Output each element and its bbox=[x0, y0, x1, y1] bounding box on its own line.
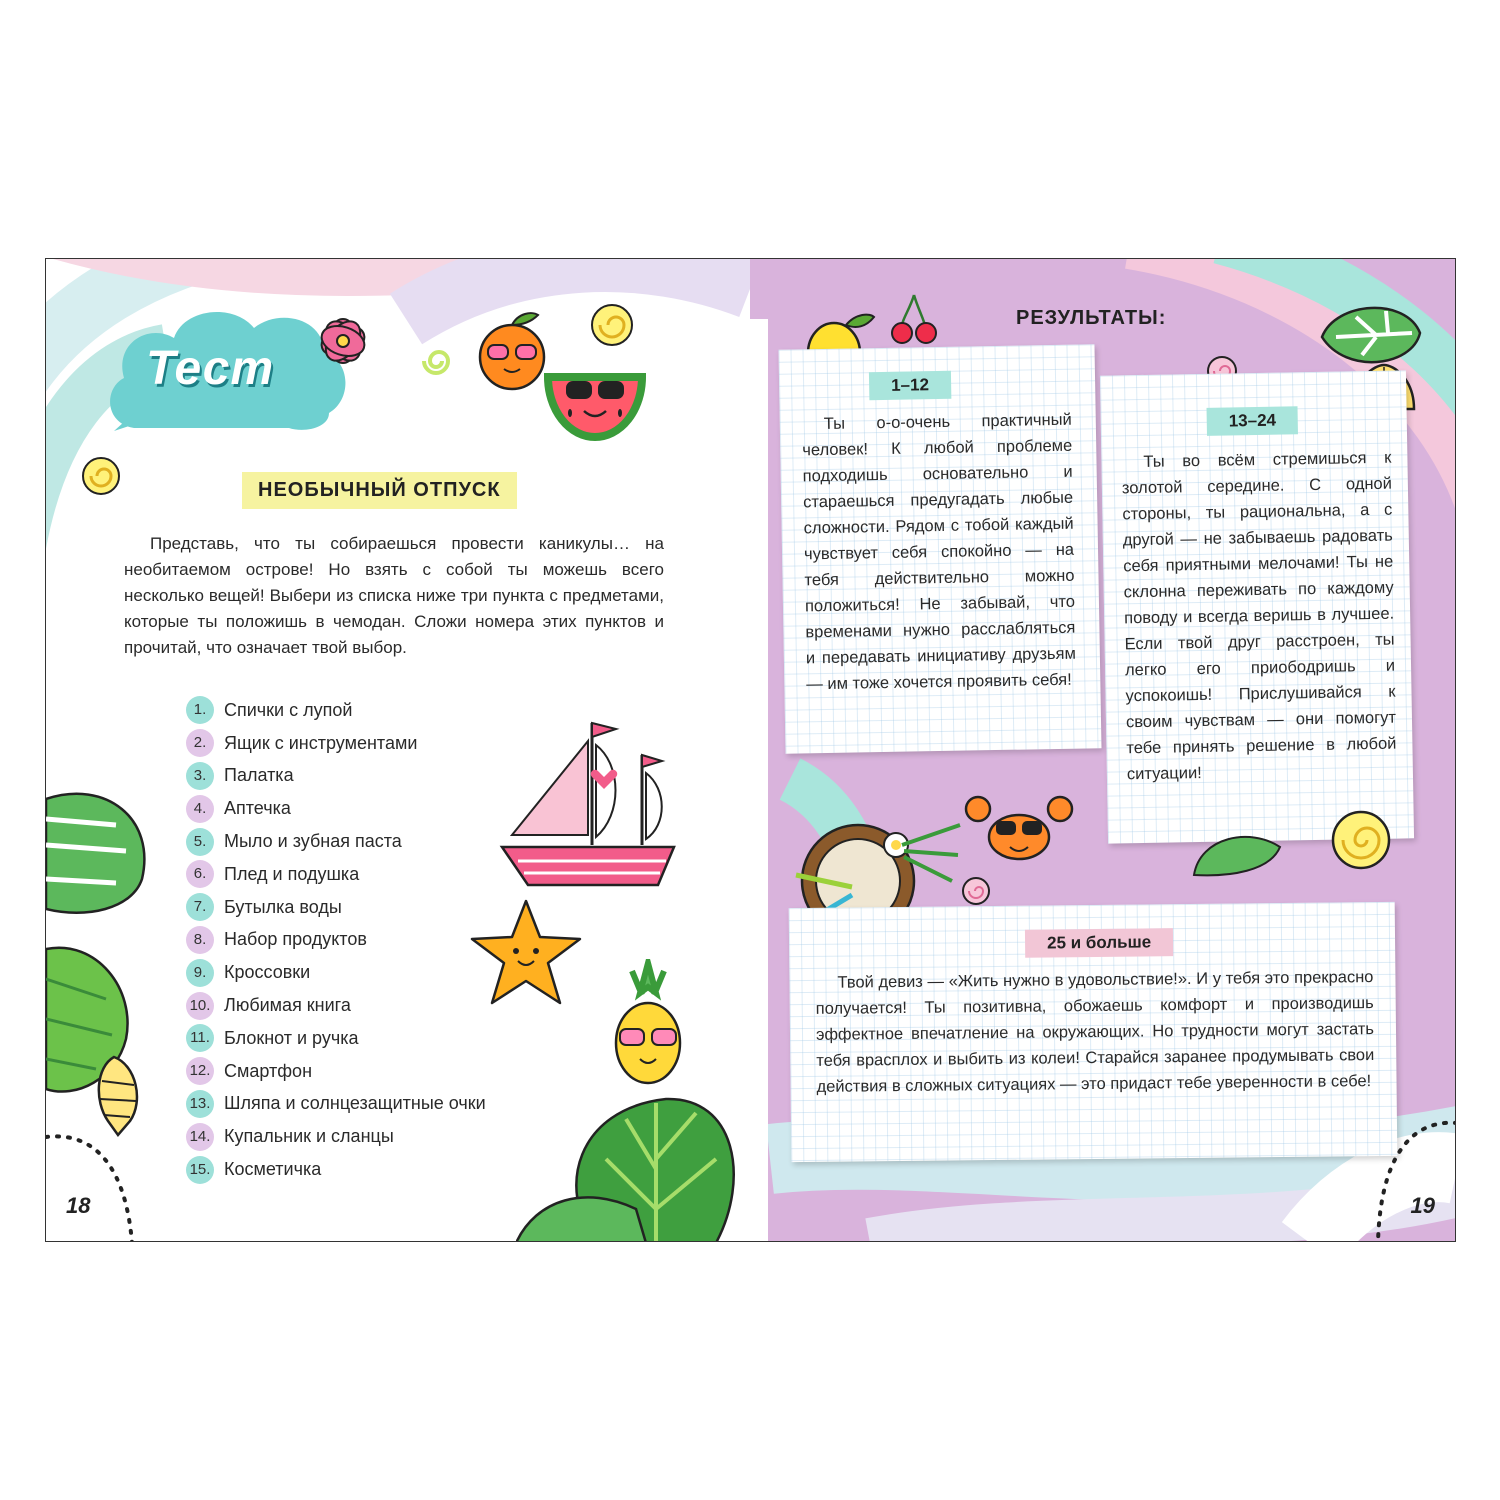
left-page bbox=[46, 259, 750, 1241]
item-label: Смартфон bbox=[224, 1060, 313, 1081]
list-item bbox=[186, 792, 486, 825]
item-label: Любимая книга bbox=[224, 995, 351, 1016]
shell-icon bbox=[418, 343, 454, 379]
list-item bbox=[186, 989, 486, 1022]
hibiscus-icon bbox=[308, 311, 378, 371]
item-number: 13. bbox=[186, 1090, 214, 1118]
result-text: Твой девиз — «Жить нужно в удовольствие!». И у тебя это прекрасно получается! Ты позитивна, обожаешь комфорт и производишь эффектное впечатление на окружающих. Но трудности могут застать тебя врасплох и выбить из колеи! Старайся заранее продумывать свои действия в сложных ситуациях — это придаст тебе уверенности в себе! bbox=[815, 968, 1375, 1096]
leaf-icon bbox=[1190, 827, 1320, 877]
item-label: Набор продуктов bbox=[224, 929, 367, 950]
shell-icon bbox=[958, 873, 994, 909]
item-label: Палатка bbox=[224, 765, 294, 786]
cherry-icon bbox=[886, 289, 942, 349]
shell-icon bbox=[1326, 805, 1396, 875]
list-item bbox=[186, 1055, 486, 1088]
item-number: 3. bbox=[186, 762, 214, 790]
item-label: Плед и подушка bbox=[224, 863, 360, 884]
list-item bbox=[186, 1120, 486, 1153]
item-label: Спички с лупой bbox=[224, 699, 353, 720]
list-item bbox=[186, 956, 486, 989]
list-item bbox=[186, 1153, 486, 1186]
page-number-left: 18 bbox=[66, 1193, 91, 1218]
result-card-1 bbox=[778, 344, 1101, 753]
test-title: Тест bbox=[146, 342, 275, 395]
item-label: Купальник и сланцы bbox=[224, 1126, 394, 1147]
item-number: 15. bbox=[186, 1156, 214, 1184]
result-text: Ты о-о-очень практичный человек! К любой проблеме подходишь основательно и стараешься предугадать любые сложности. Рядом с тобой каждый чувствует себя спокойно — на тебя действительно можно положиться! Не забывай, что временами нужно расслабляться и передавать инициативу друзьям — им тоже хочется проявить себя! bbox=[802, 410, 1077, 694]
page-number-right: 19 bbox=[1410, 1193, 1435, 1218]
list-item bbox=[186, 858, 486, 891]
list-item bbox=[186, 1022, 486, 1055]
result-card-2 bbox=[1100, 370, 1414, 843]
item-number: 2. bbox=[186, 729, 214, 757]
item-number: 14. bbox=[186, 1123, 214, 1151]
item-number: 5. bbox=[186, 828, 214, 856]
shell-icon bbox=[76, 451, 126, 501]
sailboat-icon bbox=[492, 715, 682, 895]
watermelon-icon bbox=[540, 363, 650, 453]
result-text: Ты во всём стремишься к золотой середине. С одной стороны, ты рациональна, а с другой — не забываешь радовать себя приятными мелочами! Ты не склонна переживать по каждому поводу и всегда веришь в лучшее. Если твой друг расстроен, ты легко его приободришь и успокоишь! Прислушивайся к своим чувствам — они помогут тебе принять решение в любой ситуации! bbox=[1121, 448, 1397, 784]
item-number: 12. bbox=[186, 1057, 214, 1085]
starfish-icon bbox=[466, 895, 586, 1015]
item-number: 8. bbox=[186, 926, 214, 954]
item-label: Косметичка bbox=[224, 1159, 322, 1180]
right-page bbox=[750, 259, 1456, 1241]
item-label: Блокнот и ручка bbox=[224, 1027, 359, 1048]
result-range: 1–12 bbox=[869, 371, 951, 400]
list-item bbox=[186, 1088, 486, 1121]
item-number: 1. bbox=[186, 696, 214, 724]
pineapple-icon bbox=[608, 959, 688, 1089]
item-number: 4. bbox=[186, 795, 214, 823]
item-label: Кроссовки bbox=[224, 962, 311, 983]
results-title: РЕЗУЛЬТАТЫ: bbox=[1016, 307, 1167, 329]
dotted-border bbox=[46, 1119, 146, 1241]
result-card-3 bbox=[789, 902, 1398, 1162]
book-spread bbox=[45, 258, 1456, 1242]
list-item bbox=[186, 825, 486, 858]
item-number: 10. bbox=[186, 992, 214, 1020]
crab-icon bbox=[964, 787, 1074, 867]
dotted-border bbox=[1360, 1109, 1456, 1241]
item-label: Аптечка bbox=[224, 798, 291, 819]
list-item bbox=[186, 891, 486, 924]
options-list bbox=[186, 694, 486, 1186]
result-range: 13–24 bbox=[1207, 406, 1299, 436]
palm-leaf-icon bbox=[516, 1089, 750, 1241]
list-item bbox=[186, 924, 486, 957]
intro-text: Представь, что ты собираешься провести каникулы… на необитаемом острове! Но взять с собой ты можешь всего несколько вещей! Выбери из списка ниже три пункта с предметами, которые ты положишь в чемодан. Сложи номера этих пунктов и прочитай, что означает твой выбор. bbox=[124, 534, 664, 657]
item-label: Ящик с инструментами bbox=[224, 732, 418, 753]
list-item bbox=[186, 727, 486, 760]
shell-icon bbox=[582, 299, 642, 349]
list-item bbox=[186, 694, 486, 727]
item-label: Мыло и зубная паста bbox=[224, 831, 402, 852]
item-number: 9. bbox=[186, 959, 214, 987]
list-item bbox=[186, 760, 486, 793]
item-label: Бутылка воды bbox=[224, 896, 342, 917]
test-subtitle: НЕОБЫЧНЫЙ ОТПУСК bbox=[242, 472, 517, 509]
item-label: Шляпа и солнцезащитные очки bbox=[224, 1093, 486, 1114]
item-number: 11. bbox=[186, 1024, 214, 1052]
result-range: 25 и больше bbox=[1025, 928, 1173, 958]
item-number: 7. bbox=[186, 893, 214, 921]
item-number: 6. bbox=[186, 860, 214, 888]
